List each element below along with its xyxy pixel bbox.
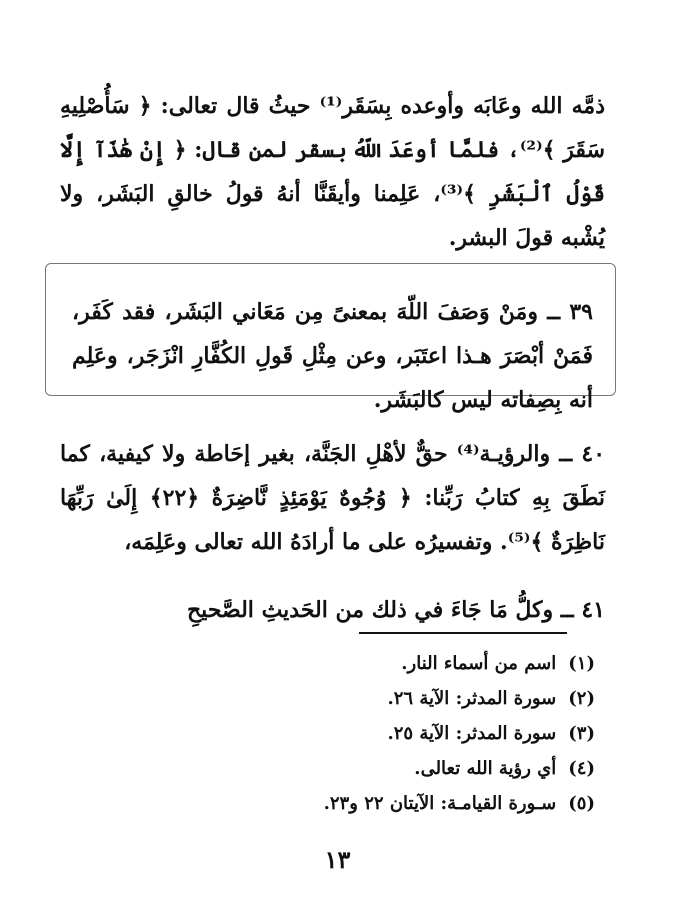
paragraph-40: ٤٠ ــ والرؤيـة⁽⁴⁾ حقٌّ لأهْلِ الجَنَّة، بغير إحَاطة ولا كيفية، كما نَطَقَ بِهِ كتابُ رَبِّنا: ﴿ وُجُوهٌ يَوْمَئِذٍ نَّاضِرَةٌ ﴿٢٢﴾ إِلَىٰ رَبِّهَا نَاظِرَةٌ ﴾⁽⁵⁾. وتفسيرُه على ما أرادَهُ الله تعالى وعَلِمَه، <box>60 441 606 555</box>
footnote-divider <box>359 632 567 634</box>
footnote-text: سورة المدثر: الآية ٢٥. <box>387 723 557 744</box>
footnotes <box>235 646 595 821</box>
footnote-text: أي رؤية الله تعالى. <box>414 758 557 779</box>
paragraph-41: ٤١ ــ وكلُّ مَا جَاءَ في ذلك من الحَديثِ الصَّحيحِ <box>186 597 605 623</box>
footnote-number: (٣) <box>568 723 595 744</box>
paragraph-intro: ذمَّه الله وعَابَه وأوعده بِسَقَر⁽¹⁾ حيثُ قال تعالى: ﴿ سَأُصْلِيهِ سَقَرَ ﴾⁽²⁾، فلمَّا أوعَدَ اللّهُ بسقر لمن قال: ﴿ إِنْ هَٰذَآ إِلَّا قَوْلُ ٱلْبَشَرِ ﴾⁽³⁾، عَلِمنا وأيقَنَّا أنهُ قولُ خالقِ البَشَر، ولا يُشْبه قولَ البشر. <box>60 93 605 251</box>
footnote-item <box>235 751 595 786</box>
footnote-number: (٥) <box>568 793 595 814</box>
footnote-item <box>235 646 595 681</box>
footnote-text: سورة المدثر: الآية ٢٦. <box>387 688 557 709</box>
paragraph-39: ٣٩ ــ ومَنْ وَصَفَ اللّهَ بمعنىً مِن مَعَاني البَشَر، فقد كَفَر، فَمَنْ أبْصَرَ هـذا اعتَبَر، وعن مِثْلِ قَولِ الكُفَّارِ انْزَجَر، وعَلِم أنه بِصِفاته ليس كالبَشَر. <box>72 299 593 413</box>
footnote-text: اسم من أسماء النار. <box>401 653 557 674</box>
footnote-number: (٤) <box>568 758 595 779</box>
footnote-item <box>235 681 595 716</box>
footnote-item <box>235 786 595 821</box>
footnote-text: سـورة القيامـة: الآيتان ٢٢ و٢٣. <box>323 793 557 814</box>
page-number: ١٣ <box>324 845 351 874</box>
footnote-number: (١) <box>568 653 595 674</box>
footnote-number: (٢) <box>568 688 595 709</box>
footnote-item <box>235 716 595 751</box>
